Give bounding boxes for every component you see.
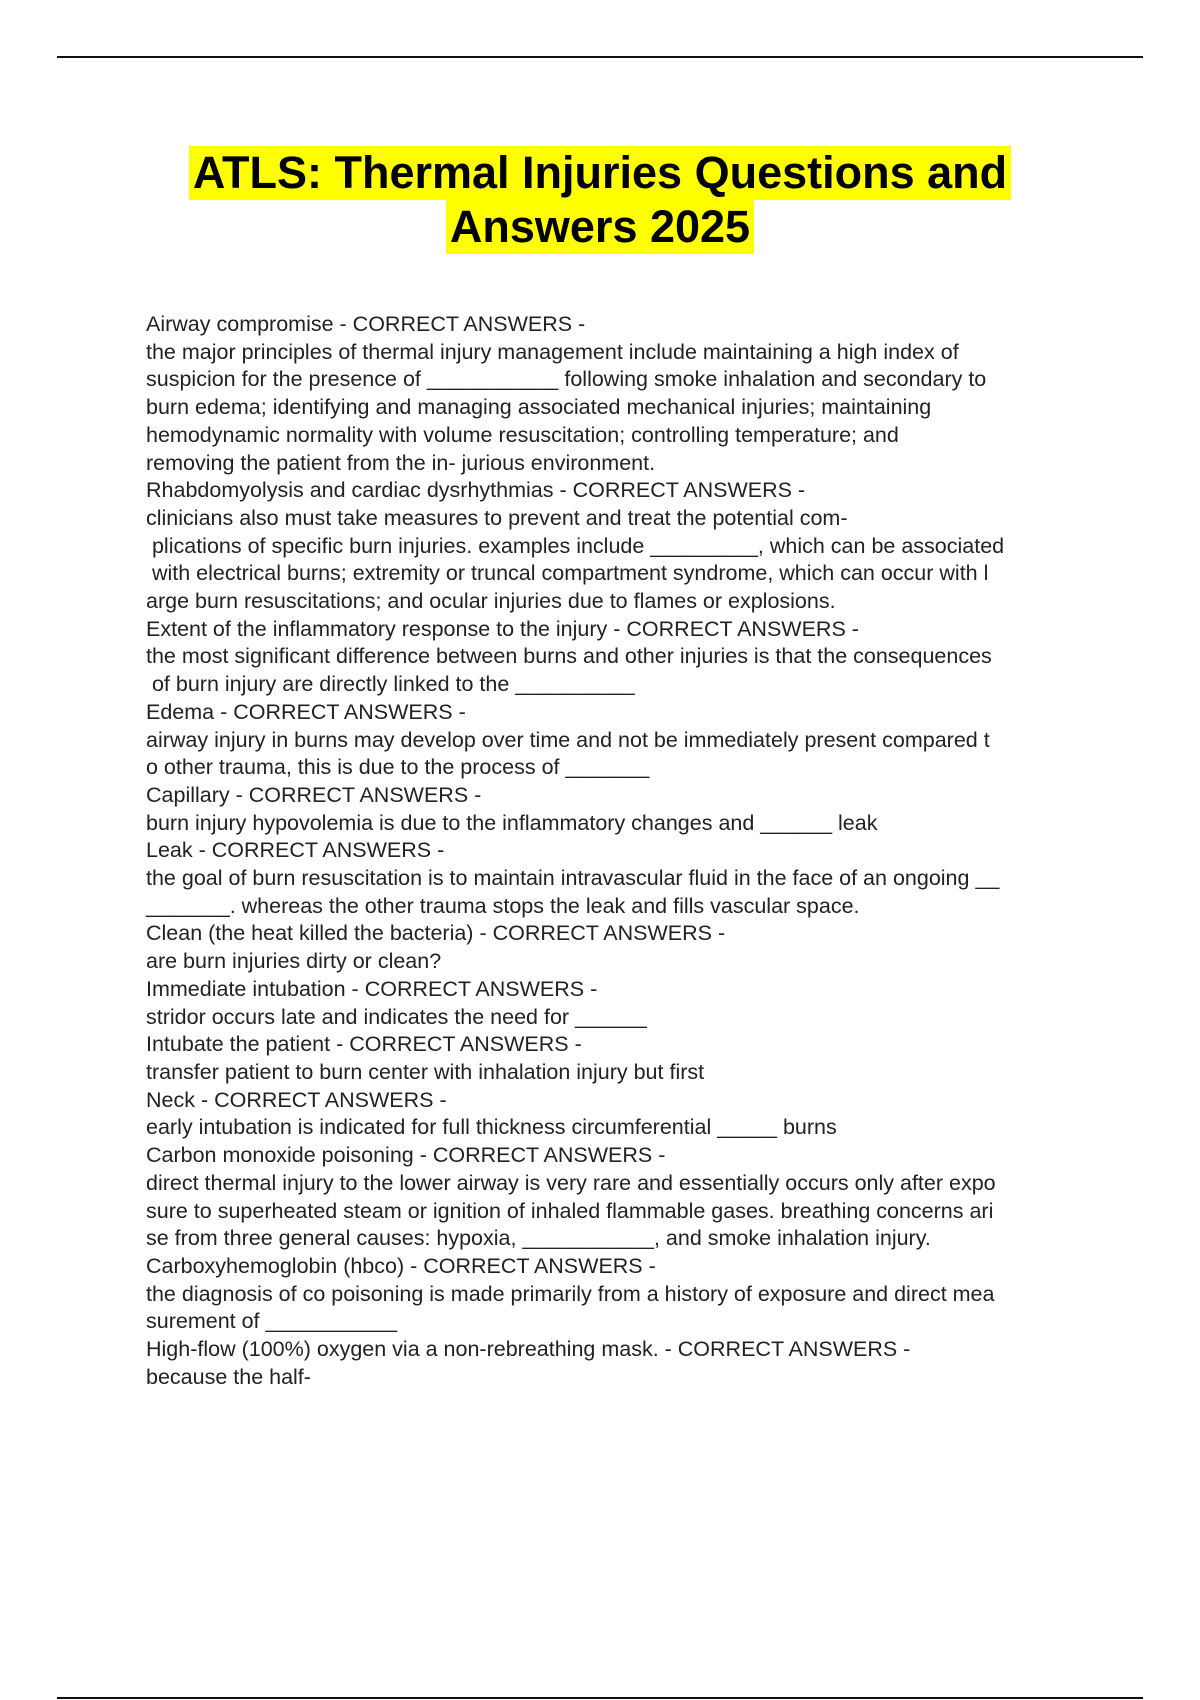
body-line: hemodynamic normality with volume resuscitation; controlling temperature; and — [146, 422, 899, 447]
body-line: Airway compromise - CORRECT ANSWERS - — [146, 312, 586, 336]
body-line: transfer patient to burn center with inhalation injury but first — [146, 1059, 705, 1084]
body-line: Carboxyhemoglobin (hbco) - CORRECT ANSWERS - — [146, 1253, 656, 1278]
body-line: clinicians also must take measures to prevent and treat the potential com- — [146, 505, 848, 530]
body-line: Edema - CORRECT ANSWERS - — [146, 699, 466, 724]
body-line: burn edema; identifying and managing associated mechanical injuries; maintaining — [146, 395, 932, 420]
body-line: Rhabdomyolysis and cardiac dysrhythmias - CORRECT ANSWERS - — [146, 478, 806, 503]
body-line: with electrical burns; extremity or truncal compartment syndrome, which can occur with l — [146, 561, 989, 586]
body-line: o other trauma, this is due to the process of _______ — [146, 755, 650, 780]
body-line: sure to superheated steam or ignition of inhaled flammable gases. breathing concerns ari — [146, 1198, 994, 1223]
body-line: the diagnosis of co poisoning is made primarily from a history of exposure and direct mea — [146, 1281, 995, 1306]
body-line: early intubation is indicated for full thickness circumferential _____ burns — [146, 1115, 837, 1140]
body-line: Intubate the patient - CORRECT ANSWERS - — [146, 1032, 582, 1057]
body-line: of burn injury are directly linked to the __________ — [146, 672, 635, 697]
body-line: Capillary - CORRECT ANSWERS - — [146, 782, 482, 807]
body-line: Neck - CORRECT ANSWERS - — [146, 1087, 447, 1112]
body-line: Carbon monoxide poisoning - CORRECT ANSWERS - — [146, 1143, 666, 1168]
body-line: direct thermal injury to the lower airway is very rare and essentially occurs only after expo — [146, 1170, 996, 1195]
body-line: the goal of burn resuscitation is to maintain intravascular fluid in the face of an ongoing __ — [146, 866, 1000, 891]
bottom-divider — [57, 1697, 1143, 1699]
body-line: Extent of the inflammatory response to the injury - CORRECT ANSWERS - — [146, 616, 859, 641]
document-body — [146, 311, 1106, 1391]
body-line: the major principles of thermal injury management include maintaining a high index of — [146, 339, 959, 364]
body-line: suspicion for the presence of ___________ following smoke inhalation and secondary to — [146, 367, 987, 392]
body-line: plications of specific burn injuries. examples include _________, which can be associated — [146, 533, 1005, 558]
body-line: se from three general causes: hypoxia, ___________, and smoke inhalation injury. — [146, 1226, 931, 1251]
body-line: Leak - CORRECT ANSWERS - — [146, 838, 445, 863]
body-line: _______. whereas the other trauma stops the leak and fills vascular space. — [146, 893, 860, 918]
body-line: stridor occurs late and indicates the need for ______ — [146, 1004, 647, 1029]
title-line-2: Answers 2025 — [446, 200, 754, 254]
body-line: removing the patient from the in- jurious environment. — [146, 450, 656, 475]
body-line: High-flow (100%) oxygen via a non-rebreathing mask. - CORRECT ANSWERS - — [146, 1337, 911, 1362]
body-line: arge burn resuscitations; and ocular injuries due to flames or explosions. — [146, 589, 836, 614]
body-line: the most significant difference between burns and other injuries is that the consequences — [146, 644, 992, 669]
body-line: Immediate intubation - CORRECT ANSWERS - — [146, 976, 598, 1001]
body-line: airway injury in burns may develop over time and not be immediately present compared t — [146, 727, 990, 752]
title-line-1: ATLS: Thermal Injuries Questions and — [189, 146, 1011, 200]
body-line: are burn injuries dirty or clean? — [146, 949, 442, 974]
body-line: burn injury hypovolemia is due to the inflammatory changes and ______ leak — [146, 810, 878, 835]
body-line: because the half- — [146, 1364, 311, 1389]
document-title — [0, 146, 1200, 254]
body-line: surement of ___________ — [146, 1309, 398, 1334]
top-divider — [57, 56, 1143, 58]
body-line: Clean (the heat killed the bacteria) - CORRECT ANSWERS - — [146, 921, 726, 946]
